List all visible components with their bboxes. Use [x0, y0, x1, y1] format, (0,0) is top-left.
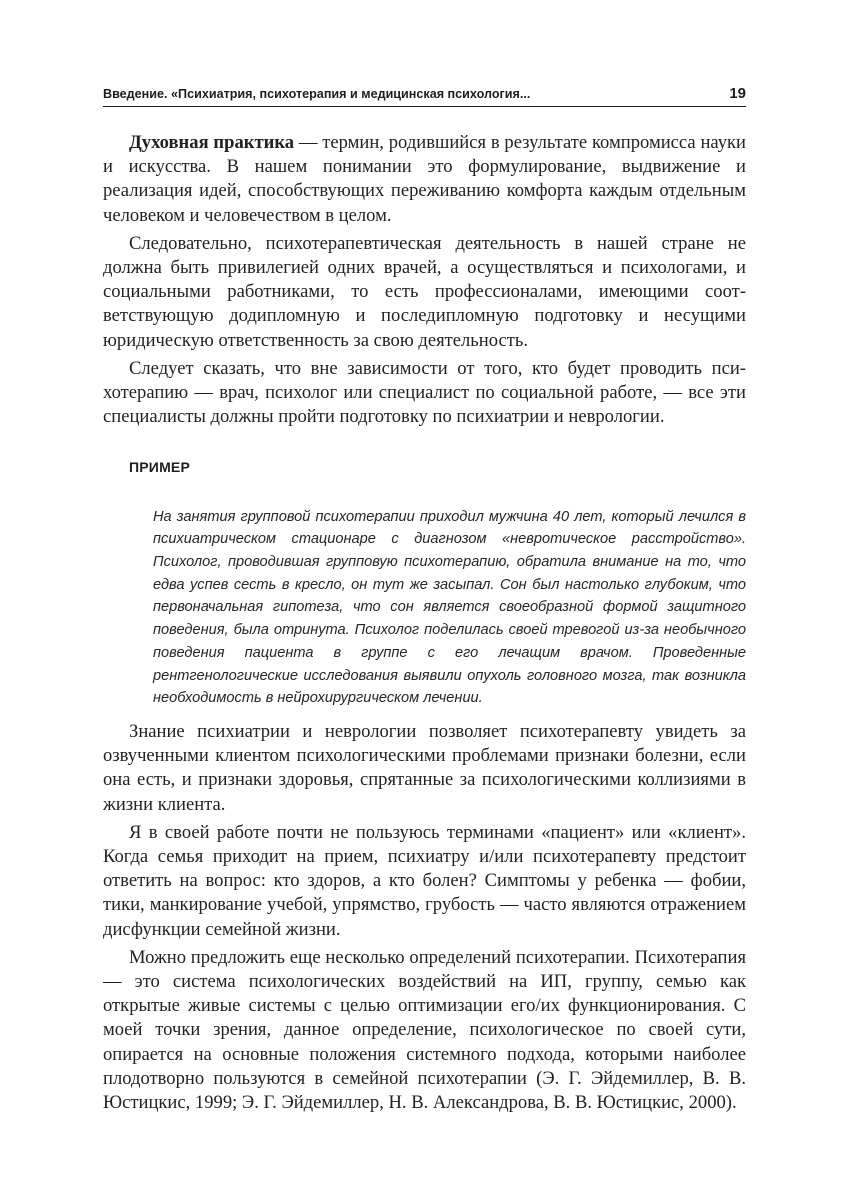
example-box: [103, 506, 746, 710]
paragraph: Знание психиатрии и неврологии позволяет психотерапевту увидеть за озвученными клиентом психологическими проблемами признаки болезни, если она есть, и признаки здоровья, спрятанные за психологическими коллизиями в жизни клиента.: [103, 720, 746, 815]
paragraph: Можно предложить еще несколько определений психотерапии. Психотерапия — это система психологических воздействий на ИП, группу, семью как открытые живые системы с целью оптимизации его/их функционирования. С моей точки зрения, данное определение, психологическое по своей сути, опирается на основные положения системного подхода, которыми наиболее плодотворно пользуются в семейной психотерапии (Э. Г. Эйдемиллер, В. В. Юстицкис, 1999; Э. Г. Эйдемиллер, Н. В. Александрова, В. В. Юстицкис, 2000).: [103, 946, 746, 1114]
paragraph: Следовательно, психотерапевтическая деятельность в нашей стране не должна быть привилегией одних врачей, а осуществляться и психологами, и социальными работниками, то есть профессионалами, имеющими соответствующую додипломную и последипломную подготовку и несущими юридическую ответственность за свою деятельность.: [103, 232, 746, 351]
book-page: [103, 80, 746, 1119]
example-text: На занятия групповой психотерапии приходил мужчина 40 лет, который лечился в психиатрическом стационаре с диагнозом «невротическое расстройство». Психолог, проводившая групповую психотерапию, обратила внимание на то, что едва успев сесть в кресло, он тут же засыпал. Сон был настолько глубоким, что первоначальная гипотеза, что сон является своеобразной формой защитного поведения, была отринута. Психолог поделилась своей тревогой из-за необычного поведения пациента в группе с его лечащим врачом. Проведенные рентгенологические исследования выявили опухоль головного мозга, так возникла необходимость в нейрохирургическом лечении.: [153, 508, 746, 707]
example-heading: ПРИМЕР: [129, 459, 191, 476]
paragraph-text: — термин, родившийся в результате компромисса науки и искусства. В нашем понимании это формулирование, выдвижение и реализация идей, способствующих переживанию комфорта каждым отдельным человеком и человечеством в целом.: [103, 132, 746, 226]
defined-term: Духовная практика: [129, 132, 295, 153]
main-text: [103, 131, 746, 1115]
paragraph: Я в своей работе почти не пользуюсь терминами «пациент» или «клиент». Когда семья приходит на прием, психиатру и/или психотерапевту предстоит ответить на вопрос: кто здоров, а кто болен? Симптомы у ребенка — фобии, тики, манкирование учебой, упрямство, грубость — часто являются отражением дисфункции семейной жизни.: [103, 821, 746, 940]
running-title: Введение. «Психиатрия, психотерапия и медицинская психология...: [103, 87, 531, 101]
running-header: [103, 85, 746, 107]
paragraph: Следует сказать, что вне зависимости от того, кто будет проводить психотерапию — врач, психолог или специалист по социальной работе, — все эти специалисты должны пройти подготовку по психиатрии и неврологии.: [103, 357, 746, 428]
paragraph-spiritual-practice: [103, 131, 746, 228]
page-number: 19: [729, 85, 746, 102]
